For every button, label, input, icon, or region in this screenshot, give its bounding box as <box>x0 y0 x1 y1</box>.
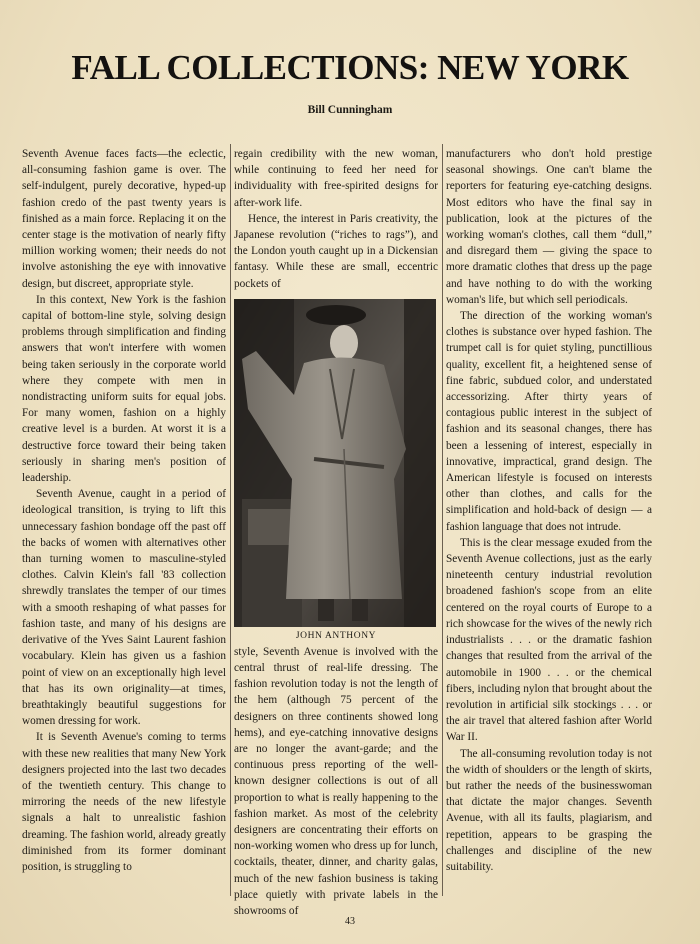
paragraph: manufacturers who don't hold prestige seasonal showings. One can't blame the reporters for featuring eye-catching designs. Most editors who have the final say in publication, look at the pictures of the working woman's clothes, call them “dull,” and disregard them — giving the space to more dramatic clothes that dress up the page and have nothing to do with the working woman's life, but which sell periodicals. <box>446 148 652 306</box>
paragraph: This is the clear message exuded from the Seventh Avenue collections, just as the early nineteenth century industrial revolution broadened fashion's scope from an elite centered on the royal courts of Europe to a rich showcase for the wives of the newly rich industrialists . . . or the dramatic fashion changes that resulted from the arrival of the automobile in 1900 . . . or the chemical fibers, including nylon that brought about the revolution in artificial silk stockings . . . or the air travel that altered fashion after World War II. <box>446 536 652 744</box>
column-3 <box>446 146 652 898</box>
fashion-photo <box>234 299 436 627</box>
column-1 <box>22 146 226 898</box>
paragraph: The all-consuming revolution today is not the width of shoulders or the length of skirts, but rather the needs of the businesswoman that dictate the major changes. Seventh Avenue, with all its faults, plagiarism, and repetition, appears to be grasping the challenges and discipline of the new suitability. <box>446 747 652 873</box>
column-divider <box>230 144 231 896</box>
byline: Bill Cunningham <box>307 104 393 116</box>
paragraph: regain credibility with the new woman, while continuing to feed her need for individuality with free-spirited designs for after-work life. <box>234 148 438 209</box>
paragraph: Hence, the interest in Paris creativity, the Japanese revolution (“riches to rags”), and the London youth caught up in a Dickensian fantasy. While these are small, eccentric pockets of <box>234 212 438 290</box>
paragraph: Seventh Avenue, caught in a period of ideological transition, is trying to lift this unnecessary fashion bondage off the past off the backs of women with alternatives other than turning women to masculine-styled clothes. Calvin Klein's fall '83 collection shrewdly translates the temper of our times with a smooth reshaping of what passes for fashion taste, and many of his designs are derivative of the Yves Saint Laurent fashion vocabulary. Klein has given us a fashion point of view on an exceptionally high level that has its own originality—at times, breathtakingly beautiful suggestions for women dressing for work. <box>22 488 226 728</box>
paragraph: In this context, New York is the fashion capital of bottom-line style, solving design problems through simplification and finding answers that won't interfere with women being taken seriously in the corporate world where they compete with men in nondistracting uniform suits for equal jobs. For many women, fashion on a highly creative level is a burden. At worst it is a destructive force toward their being taken seriously in sharing men's position of leadership. <box>22 293 226 485</box>
paragraph: It is Seventh Avenue's coming to terms with these new realities that many New York designers projected into the last two decades of the twentieth century. This change to mirroring the needs of the new lifestyle signals a halt to unrealistic fashion dreaming. The fashion world, already greatly diminished from its former dominant position, is struggling to <box>22 731 227 873</box>
page-number: 43 <box>345 916 355 927</box>
coat-figure-image <box>234 299 436 627</box>
paragraph: The direction of the working woman's clothes is substance over hyped fashion. The trumpet call is for quiet styling, punctillious quality, excellent fit, a heightened sense of fine fabric, subdued color, and understated accessorizing. After thirty years of contagious public interest in the subject of fashion and its seasonal changes, there has been a lessening of interest, especially in innovative, impractical, grand design. The American lifestyle is focused on interests other than clothes, and calls for the simplification and hold-back of design — a fashion language that does not intrude. <box>446 310 652 533</box>
photo-caption: JOHN ANTHONY <box>295 630 377 641</box>
column-divider <box>442 144 443 896</box>
paragraph: Seventh Avenue faces facts—the eclectic, all-consuming fashion game is over. The self-indulgent, purely decorative, hyped-up fashion credo of the past twenty years is finished as a main force. Replacing it on the center stage is the motivation of nearly fifty million working women; their needs do not involve astonishing the eye with innovative design, but discreet, appropriate style. <box>22 148 226 290</box>
column-2 <box>234 146 438 918</box>
article-title: FALL COLLECTIONS: NEW YORK <box>71 48 629 87</box>
paragraph: style, Seventh Avenue is involved with the central thrust of real-life dressing. The fashion revolution today is not the length of the hem (although 75 percent of the designers on three continents showed long hems), and eye-catching innovative designs are no longer the avant-garde; and the continuous press reporting of the well-known designer collections is out of all proportion to what is really happening to the fashion market. As most of the celebrity designers are concentrating their efforts on non-working women who dress up for lunch, cocktails, theater, dinner, and charity galas, much of the new fashion business is taking place quietly with private labels in the showrooms of <box>234 645 438 918</box>
